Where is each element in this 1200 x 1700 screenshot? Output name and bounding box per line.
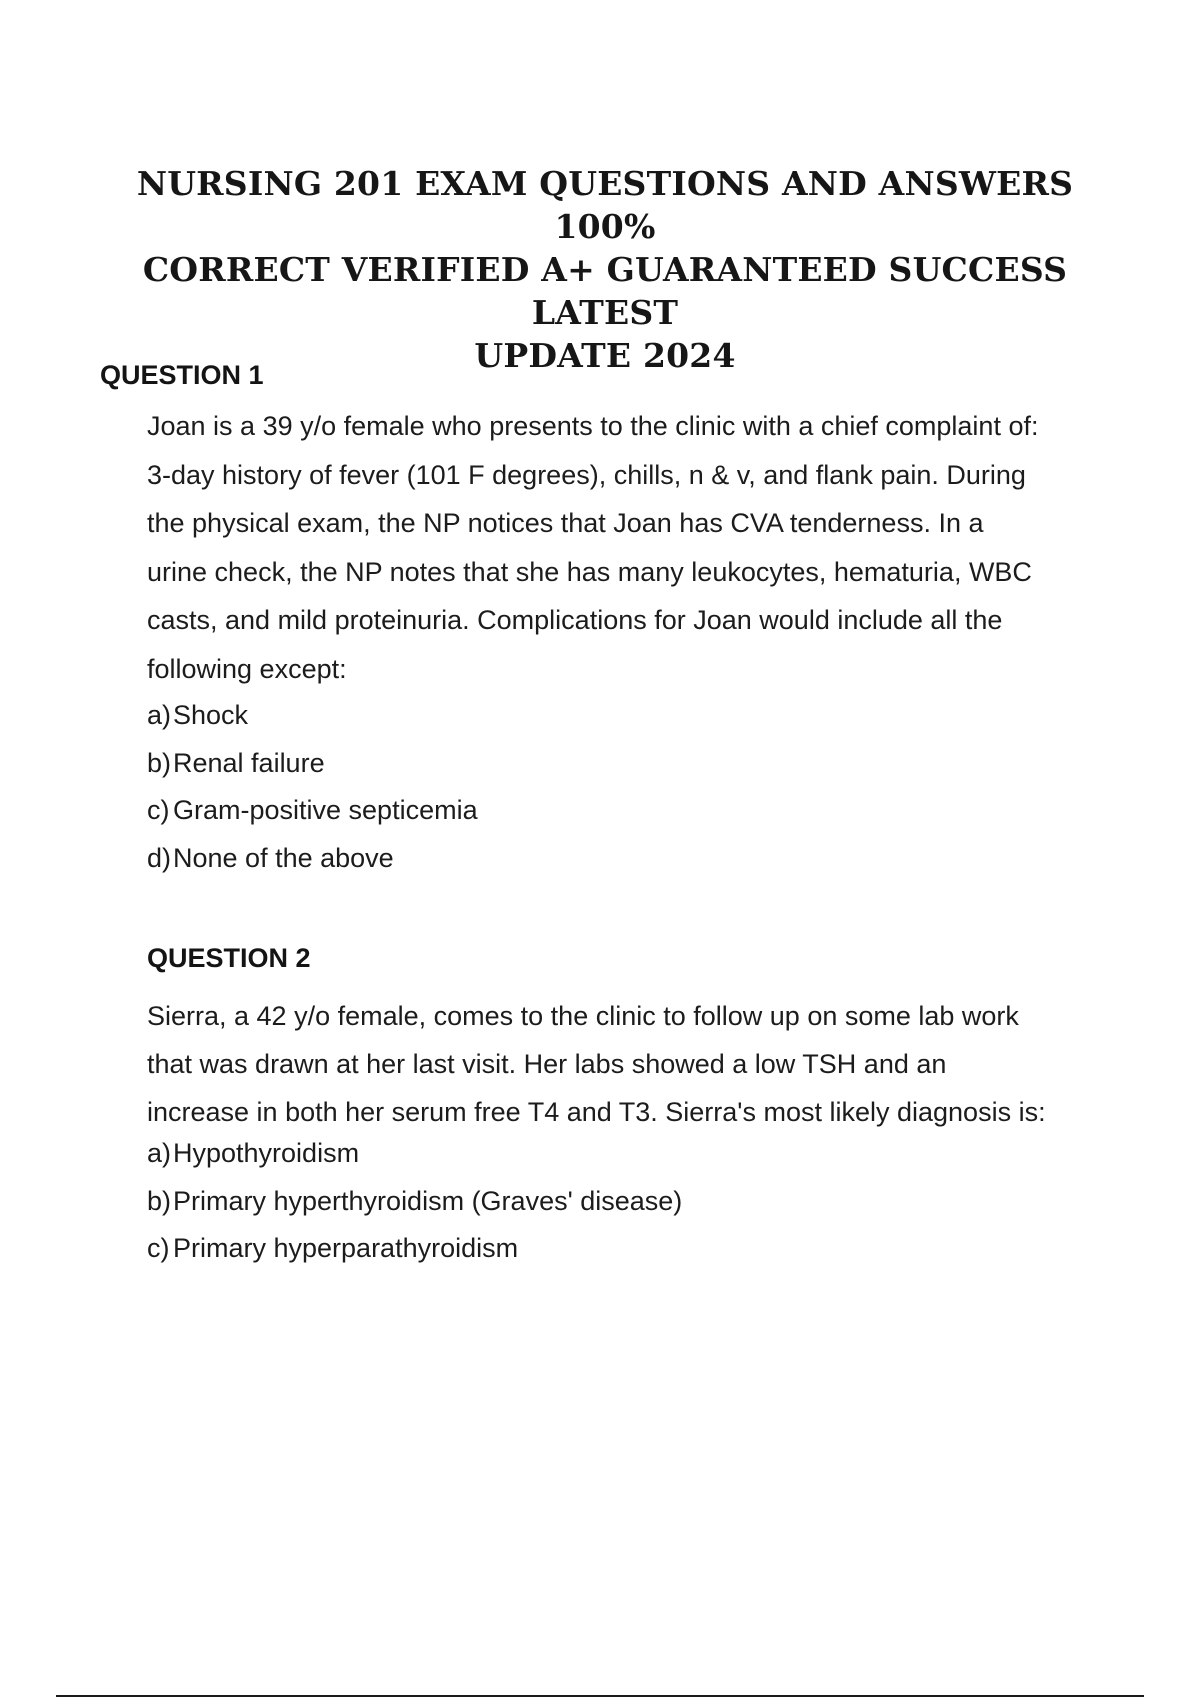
option-text: Hypothyroidism (173, 1138, 360, 1168)
question-2-heading: QUESTION 2 (147, 943, 311, 973)
option-letter: a) (147, 700, 172, 730)
question-text-line: that was drawn at her last visit. Her labs showed a low TSH and an (147, 1049, 947, 1079)
option-text: Gram-positive septicemia (173, 795, 478, 825)
title-line: UPDATE 2024 (474, 336, 736, 375)
question-text-line: Sierra, a 42 y/o female, comes to the clinic to follow up on some lab work (147, 1001, 1019, 1031)
question-2-text (147, 992, 1046, 1136)
question-text-line: Joan is a 39 y/o female who presents to the clinic with a chief complaint of: (147, 411, 1039, 441)
option-letter: d) (147, 842, 172, 873)
question-1-options (147, 692, 478, 882)
question-text-line: casts, and mild proteinuria. Complications for Joan would include all the (147, 605, 1003, 635)
option-letter: c) (147, 1233, 170, 1263)
option-text: None of the above (173, 842, 394, 873)
option-letter: b) (147, 1185, 172, 1216)
answer-option-d (147, 835, 478, 883)
question-text-line: increase in both her serum free T4 and T3. Sierra's most likely diagnosis is: (147, 1097, 1046, 1127)
option-letter: b) (147, 747, 172, 778)
title-line: NURSING 201 EXAM QUESTIONS AND ANSWERS 100% (136, 164, 1074, 246)
option-letter: a) (147, 1138, 172, 1168)
option-text: Primary hyperparathyroidism (173, 1233, 519, 1263)
question-2-options (147, 1130, 682, 1273)
question-text-line: following except: (147, 653, 347, 684)
answer-option-b (147, 1178, 682, 1226)
answer-option-a (147, 1130, 682, 1178)
title-line: CORRECT VERIFIED A+ GUARANTEED SUCCESS LATEST (142, 250, 1068, 332)
option-text: Shock (173, 700, 249, 730)
question-1-text (147, 402, 1038, 693)
option-letter: c) (147, 795, 170, 825)
question-text-line: the physical exam, the NP notices that Joan has CVA tenderness. In a (147, 508, 984, 538)
document-title (100, 162, 1110, 377)
answer-option-c (147, 1225, 682, 1273)
answer-option-a (147, 692, 478, 740)
option-text: Primary hyperthyroidism (Graves' disease) (173, 1185, 683, 1216)
option-text: Renal failure (173, 747, 325, 778)
footer-divider (56, 1695, 1144, 1697)
answer-option-c (147, 787, 478, 835)
question-text-line: urine check, the NP notes that she has many leukocytes, hematuria, WBC (147, 556, 1032, 587)
answer-option-b (147, 740, 478, 788)
question-text-line: 3-day history of fever (101 F degrees), chills, n & v, and flank pain. During (147, 459, 1026, 490)
question-1-heading: QUESTION 1 (100, 360, 264, 390)
